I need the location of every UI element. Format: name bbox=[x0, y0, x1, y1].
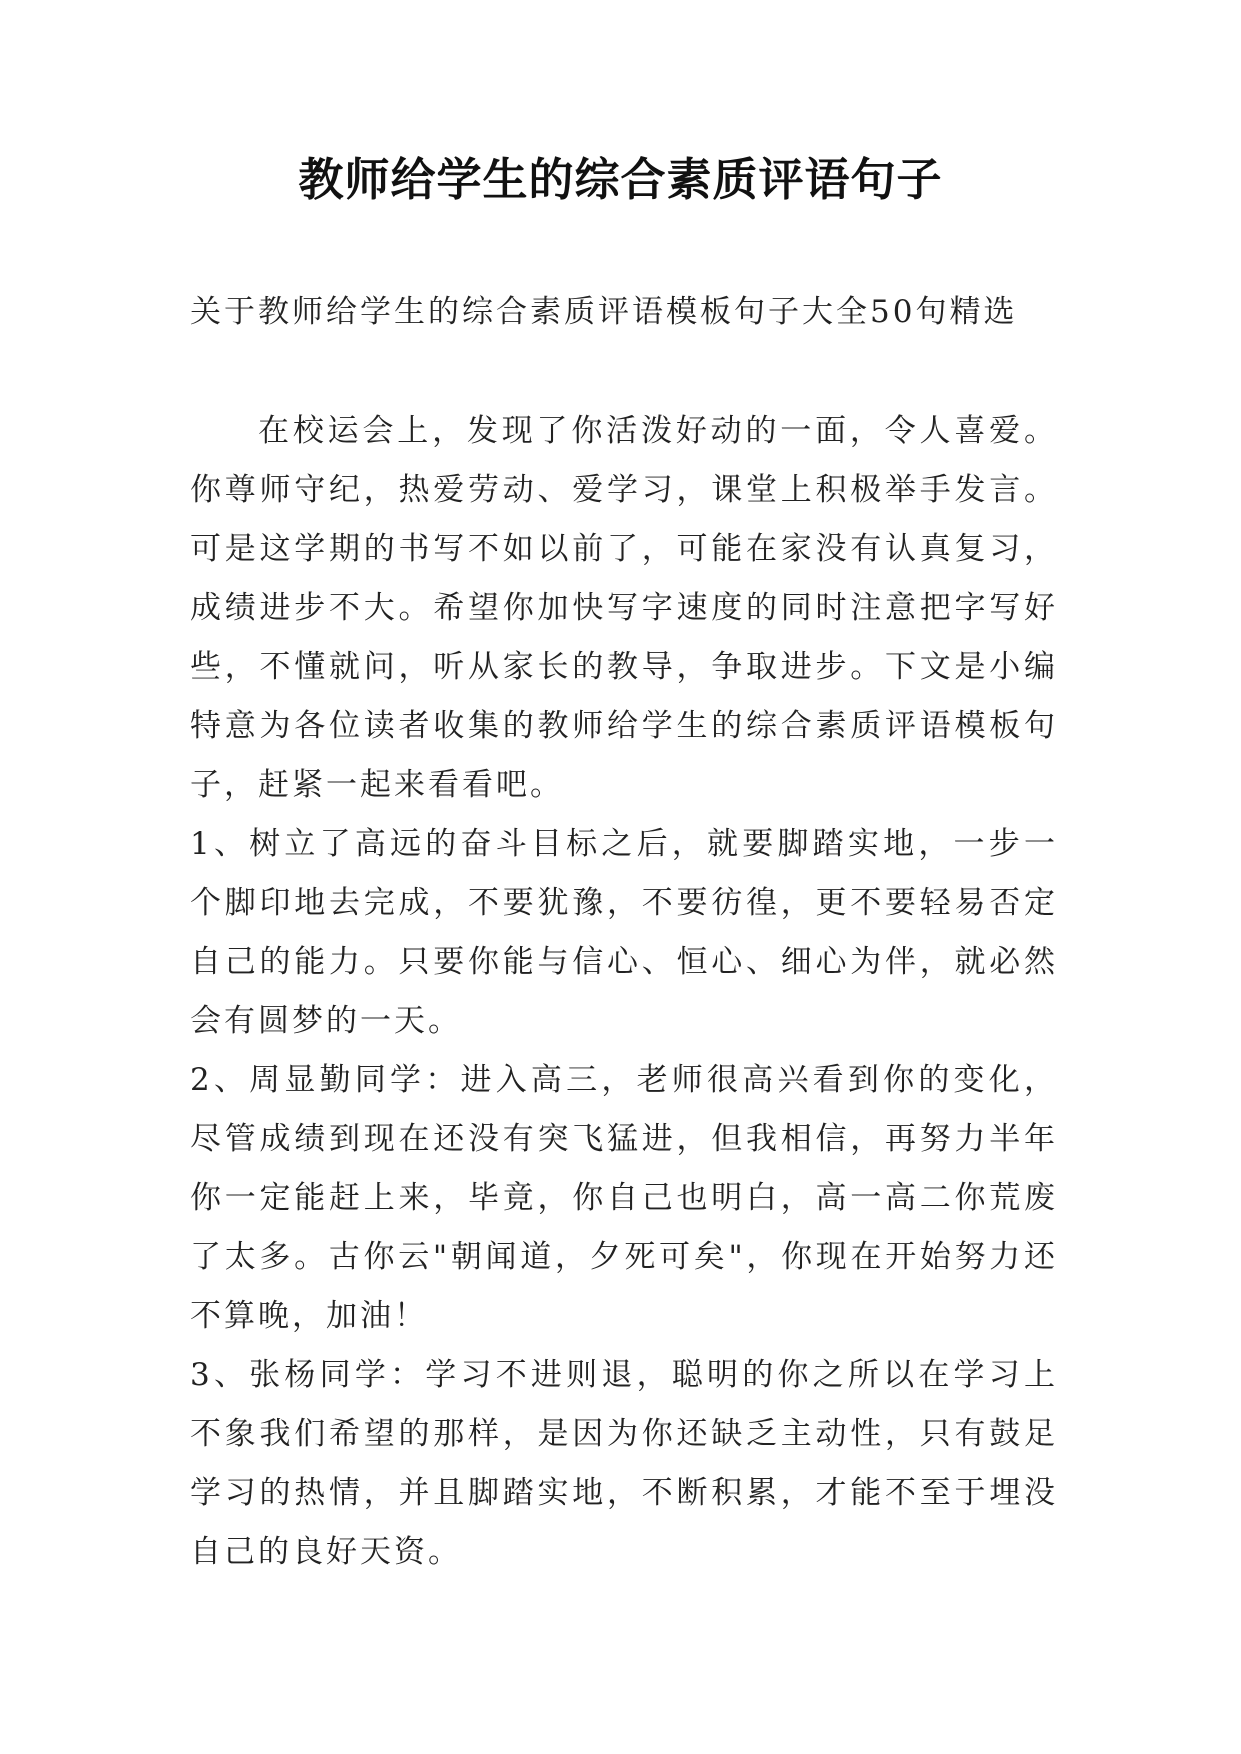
comment-paragraph-3: 3、张杨同学：学习不进则退，聪明的你之所以在学习上不象我们希望的那样，是因为你还缺乏主动性，只有鼓足学习的热情，并且脚踏实地，不断积累，才能不至于埋没自己的良好天资。 bbox=[190, 1357, 1058, 1570]
document-title: 教师给学生的综合素质评语句子 bbox=[298, 153, 943, 206]
document-subtitle: 关于教师给学生的综合素质评语模板句子大全50句精选 bbox=[190, 294, 1018, 330]
comment-paragraph-1: 1、树立了高远的奋斗目标之后，就要脚踏实地，一步一个脚印地去完成，不要犹豫，不要彷徨，更不要轻易否定自己的能力。只要你能与信心、恒心、细心为伴，就必然会有圆梦的一天。 bbox=[190, 826, 1058, 1039]
document-body bbox=[190, 402, 1058, 1582]
comment-paragraph-2: 2、周显勤同学：进入高三，老师很高兴看到你的变化，尽管成绩到现在还没有突飞猛进，但我相信，再努力半年你一定能赶上来，毕竟，你自己也明白，高一高二你荒废了太多。古你云"朝闻道，夕死可矣"，你现在开始努力还不算晚，加油！ bbox=[190, 1062, 1058, 1334]
intro-paragraph: 在校运会上，发现了你活泼好动的一面，令人喜爱。你尊师守纪，热爱劳动、爱学习，课堂上积极举手发言。可是这学期的书写不如以前了，可能在家没有认真复习，成绩进步不大。希望你加快写字速度的同时注意把字写好些，不懂就问，听从家长的教导，争取进步。下文是小编特意为各位读者收集的教师给学生的综合素质评语模板句子，赶紧一起来看看吧。 bbox=[190, 413, 1058, 803]
